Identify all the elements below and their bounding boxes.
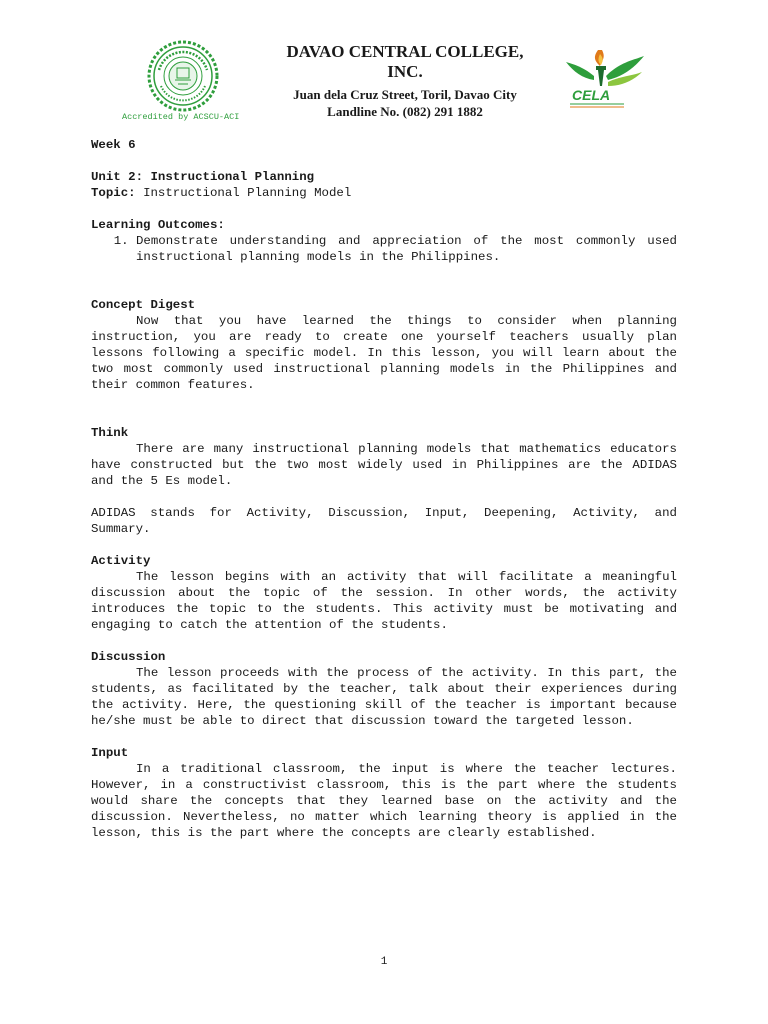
- module-body: [91, 137, 677, 841]
- adidas-definition: ADIDAS stands for Activity, Discussion, Input, Deepening, Activity, and Summary.: [91, 506, 677, 536]
- discussion-heading: Discussion: [91, 650, 166, 664]
- week-label: Week 6: [91, 138, 136, 152]
- input-heading: Input: [91, 746, 129, 760]
- concept-digest-text: Now that you have learned the things to consider when planning instruction, you are ready to create one yourself teachers usually plan lessons following a specific model. In this lesson, you will learn about the two most commonly used instructional planning models in the Philippines and their common features.: [91, 314, 677, 392]
- think-heading: Think: [91, 426, 129, 440]
- activity-text: The lesson begins with an activity that will facilitate a meaningful discussion about the topic of the session. In other words, the activity introduces the topic to the students. This activity must be motivating and engaging to catch the attention of the students.: [91, 570, 677, 632]
- letterhead: [0, 0, 768, 130]
- college-seal-logo: [138, 40, 228, 116]
- concept-digest-heading: Concept Digest: [91, 298, 196, 312]
- topic-label: Topic:: [91, 186, 136, 200]
- college-name-line1: DAVAO CENTRAL COLLEGE,: [286, 42, 524, 61]
- college-name-line2: INC.: [387, 62, 423, 81]
- learning-outcomes-list: [91, 233, 677, 265]
- accreditation-note: Accredited by ACSCU-ACI: [122, 112, 240, 122]
- topic-line: [91, 185, 677, 201]
- college-address: Juan dela Cruz Street, Toril, Davao City: [293, 87, 517, 102]
- learning-outcome-item: 1. Demonstrate understanding and appreciation of the most commonly used instructional planning models in the Philippines.: [136, 233, 677, 265]
- college-landline: Landline No. (082) 291 1882: [327, 104, 483, 119]
- discussion-text: The lesson proceeds with the process of the activity. In this part, the students, as facilitated by the teacher, talk about their experiences during the activity. Here, the questioning skill of the teacher is important because he/she must be able to direct that discussion toward the targeted lesson.: [91, 666, 677, 728]
- cela-logo: [562, 46, 646, 110]
- learning-outcomes-heading: Learning Outcomes:: [91, 218, 225, 232]
- page-number: 1: [380, 956, 388, 968]
- activity-heading: Activity: [91, 554, 151, 568]
- topic-value: Instructional Planning Model: [143, 186, 352, 200]
- input-text: In a traditional classroom, the input is where the teacher lectures. However, in a constructivist classroom, this is the part where the students would share the concepts that they learned base on the activity and the discussion. Nevertheless, no matter which learning theory is applied in the lesson, this is the part where the concepts are clearly established.: [91, 762, 677, 840]
- unit-title: Unit 2: Instructional Planning: [91, 170, 315, 184]
- think-text: There are many instructional planning models that mathematics educators have constructed but the two most widely used in Philippines are the ADIDAS and the 5 Es model.: [91, 442, 677, 488]
- svg-text:CELA: CELA: [572, 87, 611, 103]
- college-header: [250, 42, 560, 120]
